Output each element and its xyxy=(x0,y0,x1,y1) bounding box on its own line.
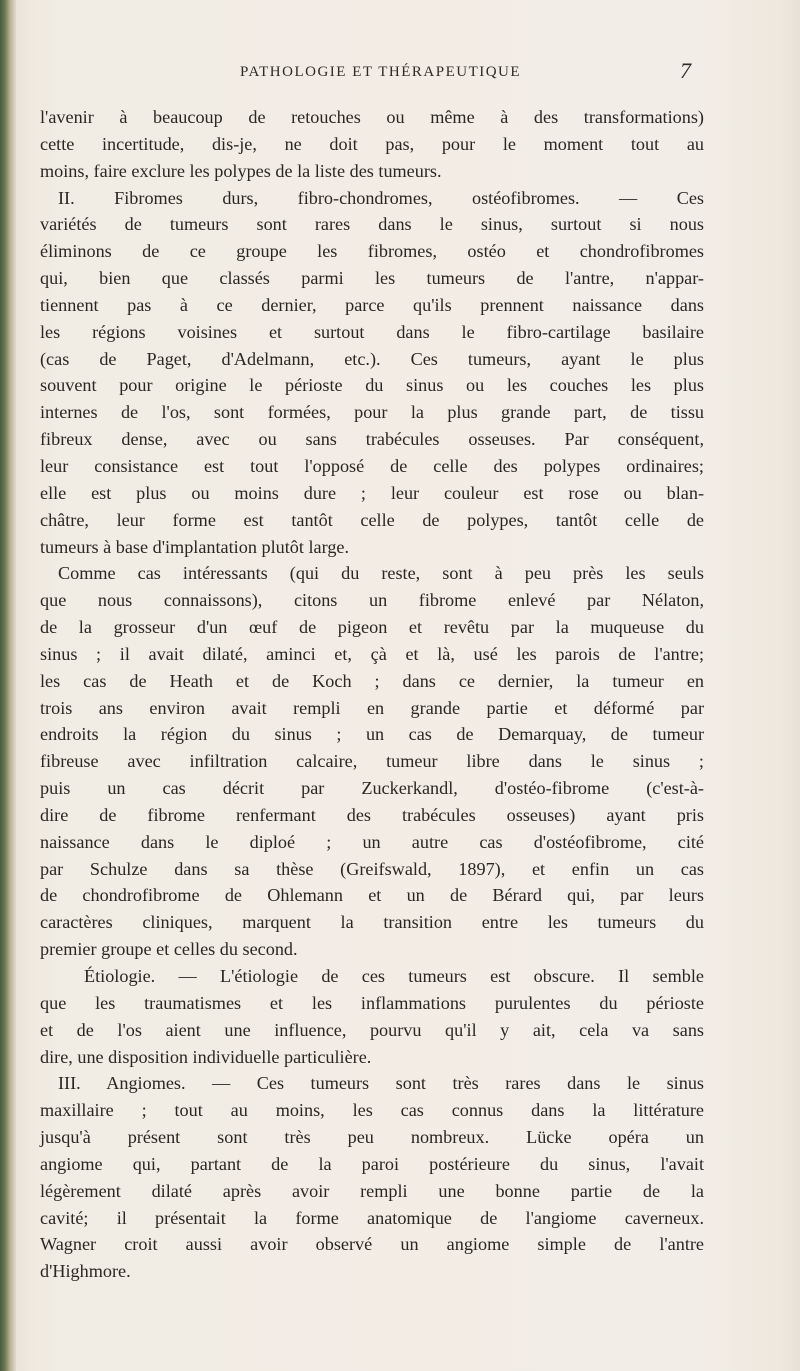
text-line: premier groupe et celles du second. xyxy=(40,939,298,960)
text-line: Wagner croit aussi avoir observé un angiome simple de l'antre xyxy=(40,1234,704,1255)
text-line: qui, bien que classés parmi les tumeurs de l'antre, n'appar- xyxy=(40,268,704,289)
text-line: internes de l'os, sont formées, pour la plus grande part, de tissu xyxy=(40,402,704,423)
text-line: Étiologie. — L'étiologie de ces tumeurs est obscure. Il semble xyxy=(84,966,704,986)
text-line: trois ans environ avait rempli en grande partie et déformé par xyxy=(40,697,704,718)
text-line: d'Highmore. xyxy=(40,1261,131,1282)
text-line: l'avenir à beaucoup de retouches ou même à des transformations) xyxy=(40,107,704,127)
text-line: variétés de tumeurs sont rares dans le sinus, surtout si nous xyxy=(40,214,704,235)
text-line: leur consistance est tout l'opposé de celle des polypes ordinaires; xyxy=(40,455,704,476)
text-line: puis un cas décrit par Zuckerkandl, d'ostéo-fibrome (c'est-à- xyxy=(40,778,704,799)
text-line: Comme cas intéressants (qui du reste, sont à peu près les seuls xyxy=(58,563,704,584)
text-line: fibreux dense, avec ou sans trabécules osseuses. Par conséquent, xyxy=(40,429,704,450)
text-line: angiome qui, partant de la paroi postérieure du sinus, l'avait xyxy=(40,1153,704,1174)
text-line: fibreuse avec infiltration calcaire, tumeur libre dans le sinus ; xyxy=(40,751,704,772)
text-line: dire, une disposition individuelle particulière. xyxy=(40,1046,372,1067)
text-line: endroits la région du sinus ; un cas de Demarquay, de tumeur xyxy=(40,724,704,745)
text-line: de la grosseur d'un œuf de pigeon et revêtu par la muqueuse du xyxy=(40,617,704,638)
text-line: légèrement dilaté après avoir rempli une bonne partie de la xyxy=(40,1180,704,1201)
body-text xyxy=(40,104,704,1285)
text-line: que nous connaissons), citons un fibrome enlevé par Nélaton, xyxy=(40,590,704,611)
text-line: éliminons de ce groupe les fibromes, ostéo et chondrofibromes xyxy=(40,241,704,262)
text-line: que les traumatismes et les inflammations purulentes du périoste xyxy=(40,992,704,1013)
text-line: naissance dans le diploé ; un autre cas d'ostéofibrome, cité xyxy=(40,831,704,852)
text-line: dire de fibrome renfermant des trabécules osseuses) ayant pris xyxy=(40,804,704,825)
text-line: par Schulze dans sa thèse (Greifswald, 1897), et enfin un cas xyxy=(40,858,704,879)
text-line: maxillaire ; tout au moins, les cas connus dans la littérature xyxy=(40,1100,704,1121)
text-line: les cas de Heath et de Koch ; dans ce dernier, la tumeur en xyxy=(40,670,704,691)
text-line: sinus ; il avait dilaté, aminci et, çà et là, usé les parois de l'antre; xyxy=(40,643,704,664)
page-number: 7 xyxy=(680,58,691,83)
text-line: (cas de Paget, d'Adelmann, etc.). Ces tumeurs, ayant le plus xyxy=(40,348,704,369)
text-line: châtre, leur forme est tantôt celle de polypes, tantôt celle de xyxy=(40,509,704,530)
text-line: moins, faire exclure les polypes de la liste des tumeurs. xyxy=(40,160,442,181)
text-line: de chondrofibrome de Ohlemann et un de Bérard qui, par leurs xyxy=(40,885,704,906)
running-title: PATHOLOGIE ET THÉRAPEUTIQUE xyxy=(240,64,522,80)
text-line: souvent pour origine le périoste du sinus ou les couches les plus xyxy=(40,375,704,396)
text-line: II. Fibromes durs, fibro-chondromes, ostéofibromes. — Ces xyxy=(58,187,704,208)
text-line: tumeurs à base d'implantation plutôt large. xyxy=(40,536,350,557)
text-line: elle est plus ou moins dure ; leur couleur est rose ou blan- xyxy=(40,482,704,503)
text-line: caractères cliniques, marquent la transition entre les tumeurs du xyxy=(40,912,704,933)
text-line: tiennent pas à ce dernier, parce qu'ils prennent naissance dans xyxy=(40,294,704,315)
text-line: jusqu'à présent sont très peu nombreux. Lücke opéra un xyxy=(40,1127,704,1148)
text-line: cette incertitude, dis-je, ne doit pas, pour le moment tout au xyxy=(40,133,704,154)
text-line: cavité; il présentait la forme anatomique de l'angiome caverneux. xyxy=(40,1207,704,1228)
text-line: et de l'os aient une influence, pourvu qu'il y ait, cela va sans xyxy=(40,1019,704,1040)
text-line: les régions voisines et surtout dans le fibro-cartilage basilaire xyxy=(40,321,704,342)
binding-edge xyxy=(0,0,16,1371)
text-line: III. Angiomes. — Ces tumeurs sont très rares dans le sinus xyxy=(58,1073,704,1094)
